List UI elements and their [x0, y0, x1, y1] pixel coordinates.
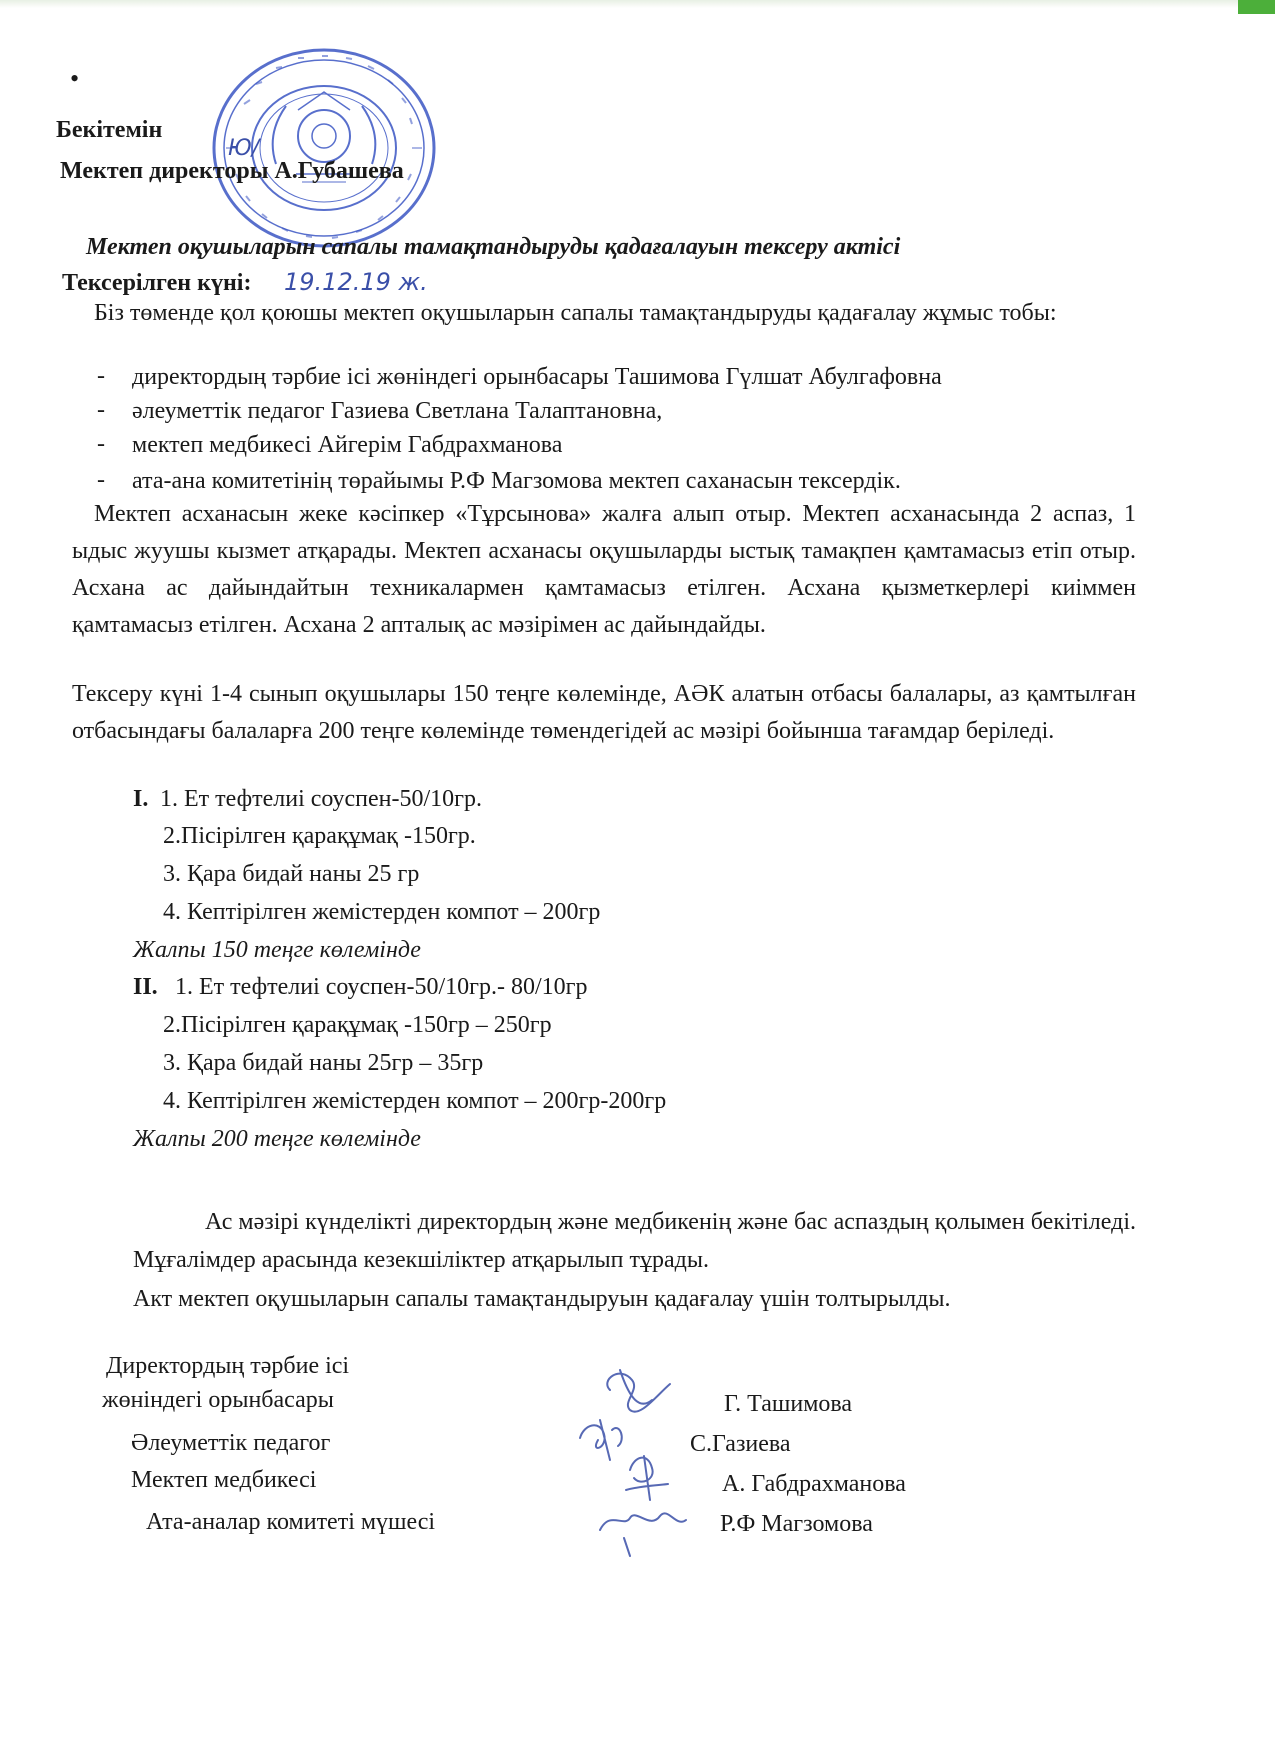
paragraph-canteen: Мектеп асханасын жеке кәсіпкер «Тұрсынова» жалға алып отыр. Мектеп асханасында 2 аспаз, 1 ыдыс жуушы кызмет атқарады. Мектеп асханасы оқушыларды ыстық тамақпен қамтамасыз етіп отыр. Асхана ас дайындайтын техникалармен қамтамасыз етілген. Асхана қызметкерлері киіммен қамтамасыз етілген. Асхана 2 апталық ас мәзірімен ас дайындайды. — [72, 501, 1136, 638]
handwritten-signatures-icon — [560, 1360, 700, 1560]
menu2-item: 4. Кептірілген жемістерден компот – 200гр-200гр — [163, 1088, 667, 1114]
date-value: 19.12.19 ж. — [284, 268, 428, 296]
approve-label: Бекітемін — [56, 117, 163, 143]
menu1-item: 2.Пісірілген қарақұмақ -150гр. — [163, 823, 476, 849]
menu1-item: 4. Кептірілген жемістерден компот – 200гр — [163, 899, 601, 925]
list-bullet: - — [97, 363, 105, 389]
signature-role: Мектеп медбикесі — [131, 1467, 317, 1493]
menu2-roman: II. — [133, 974, 158, 1000]
list-bullet: - — [97, 431, 105, 457]
list-bullet: - — [97, 397, 105, 423]
scan-edge — [0, 0, 1275, 8]
paragraph-approval: Ас мәзірі күнделікті директордың және медбикенің және бас аспаздың қолымен бекітіледі. Мұғалімдер арасында кезекшіліктер атқарылып тұрады. — [133, 1209, 1136, 1273]
list-bullet: - — [97, 467, 105, 493]
director-signature: Ю/ — [228, 136, 260, 161]
signature-role: Әлеуметтік педагог — [131, 1430, 331, 1456]
list-item: директордың тәрбие ісі жөніндегі орынбасары Ташимова Гүлшат Абулгафовна — [132, 364, 942, 390]
signature-name: С.Газиева — [690, 1431, 791, 1457]
signature-name: Г. Ташимова — [724, 1391, 853, 1417]
signature-role: Ата-аналар комитеті мүшесі — [146, 1509, 436, 1535]
date-label: Тексерілген күні: — [62, 270, 252, 296]
menu2-item: 1. Ет тефтелиі соуспен-50/10гр.- 80/10гр — [175, 974, 588, 1000]
menu2-item: 3. Қара бидай наны 25гр – 35гр — [163, 1050, 484, 1076]
menu2-item: 2.Пісірілген қарақұмақ -150гр – 250гр — [163, 1012, 552, 1038]
page-title: Мектеп оқушыларын сапалы тамақтандыруды қадағалауын тексеру актісі — [86, 234, 901, 260]
scan-dot: • — [70, 64, 80, 93]
paragraph-act: Акт мектеп оқушыларын сапалы тамақтандыруын қадағалау үшін толтырылды. — [133, 1286, 951, 1312]
intro-paragraph: Біз төменде қол қоюшы мектеп оқушыларын сапалы тамақтандыруды қадағалау жұмыс тобы: — [94, 300, 1057, 326]
signature-name: Р.Ф Магзомова — [720, 1511, 873, 1537]
list-item: әлеуметтік педагог Газиева Светлана Талаптановна, — [132, 398, 663, 424]
signature-role: Директордың тәрбие ісі — [106, 1353, 350, 1379]
signature-name: А. Габдрахманова — [722, 1471, 906, 1497]
paragraph-menu-intro: Тексеру күні 1-4 сынып оқушылары 150 теңге көлемінде, АӘК алатын отбасы балалары, аз қамтылған отбасындағы балаларға 200 теңге көлемінде төмендегідей ас мәзірі бойынша тағамдар беріледі. — [72, 681, 1136, 744]
list-item: мектеп медбикесі Айгерім Габдрахманова — [132, 432, 563, 458]
scan-edge-mark — [1238, 0, 1275, 14]
list-item: ата-ана комитетінің төрайымы Р.Ф Магзомова мектеп саханасын тексердік. — [132, 468, 901, 494]
menu1-item: 3. Қара бидай наны 25 гр — [163, 861, 420, 887]
signature-role: жөніндегі орынбасары — [102, 1387, 334, 1413]
menu1-total: Жалпы 150 теңге көлемінде — [133, 937, 421, 963]
menu1-roman: I. — [133, 786, 149, 812]
menu1-item: 1. Ет тефтелиі соуспен-50/10гр. — [160, 786, 482, 812]
director-line: Мектеп директоры А.Губашева — [60, 158, 404, 184]
menu2-total: Жалпы 200 теңге көлемінде — [133, 1126, 421, 1152]
